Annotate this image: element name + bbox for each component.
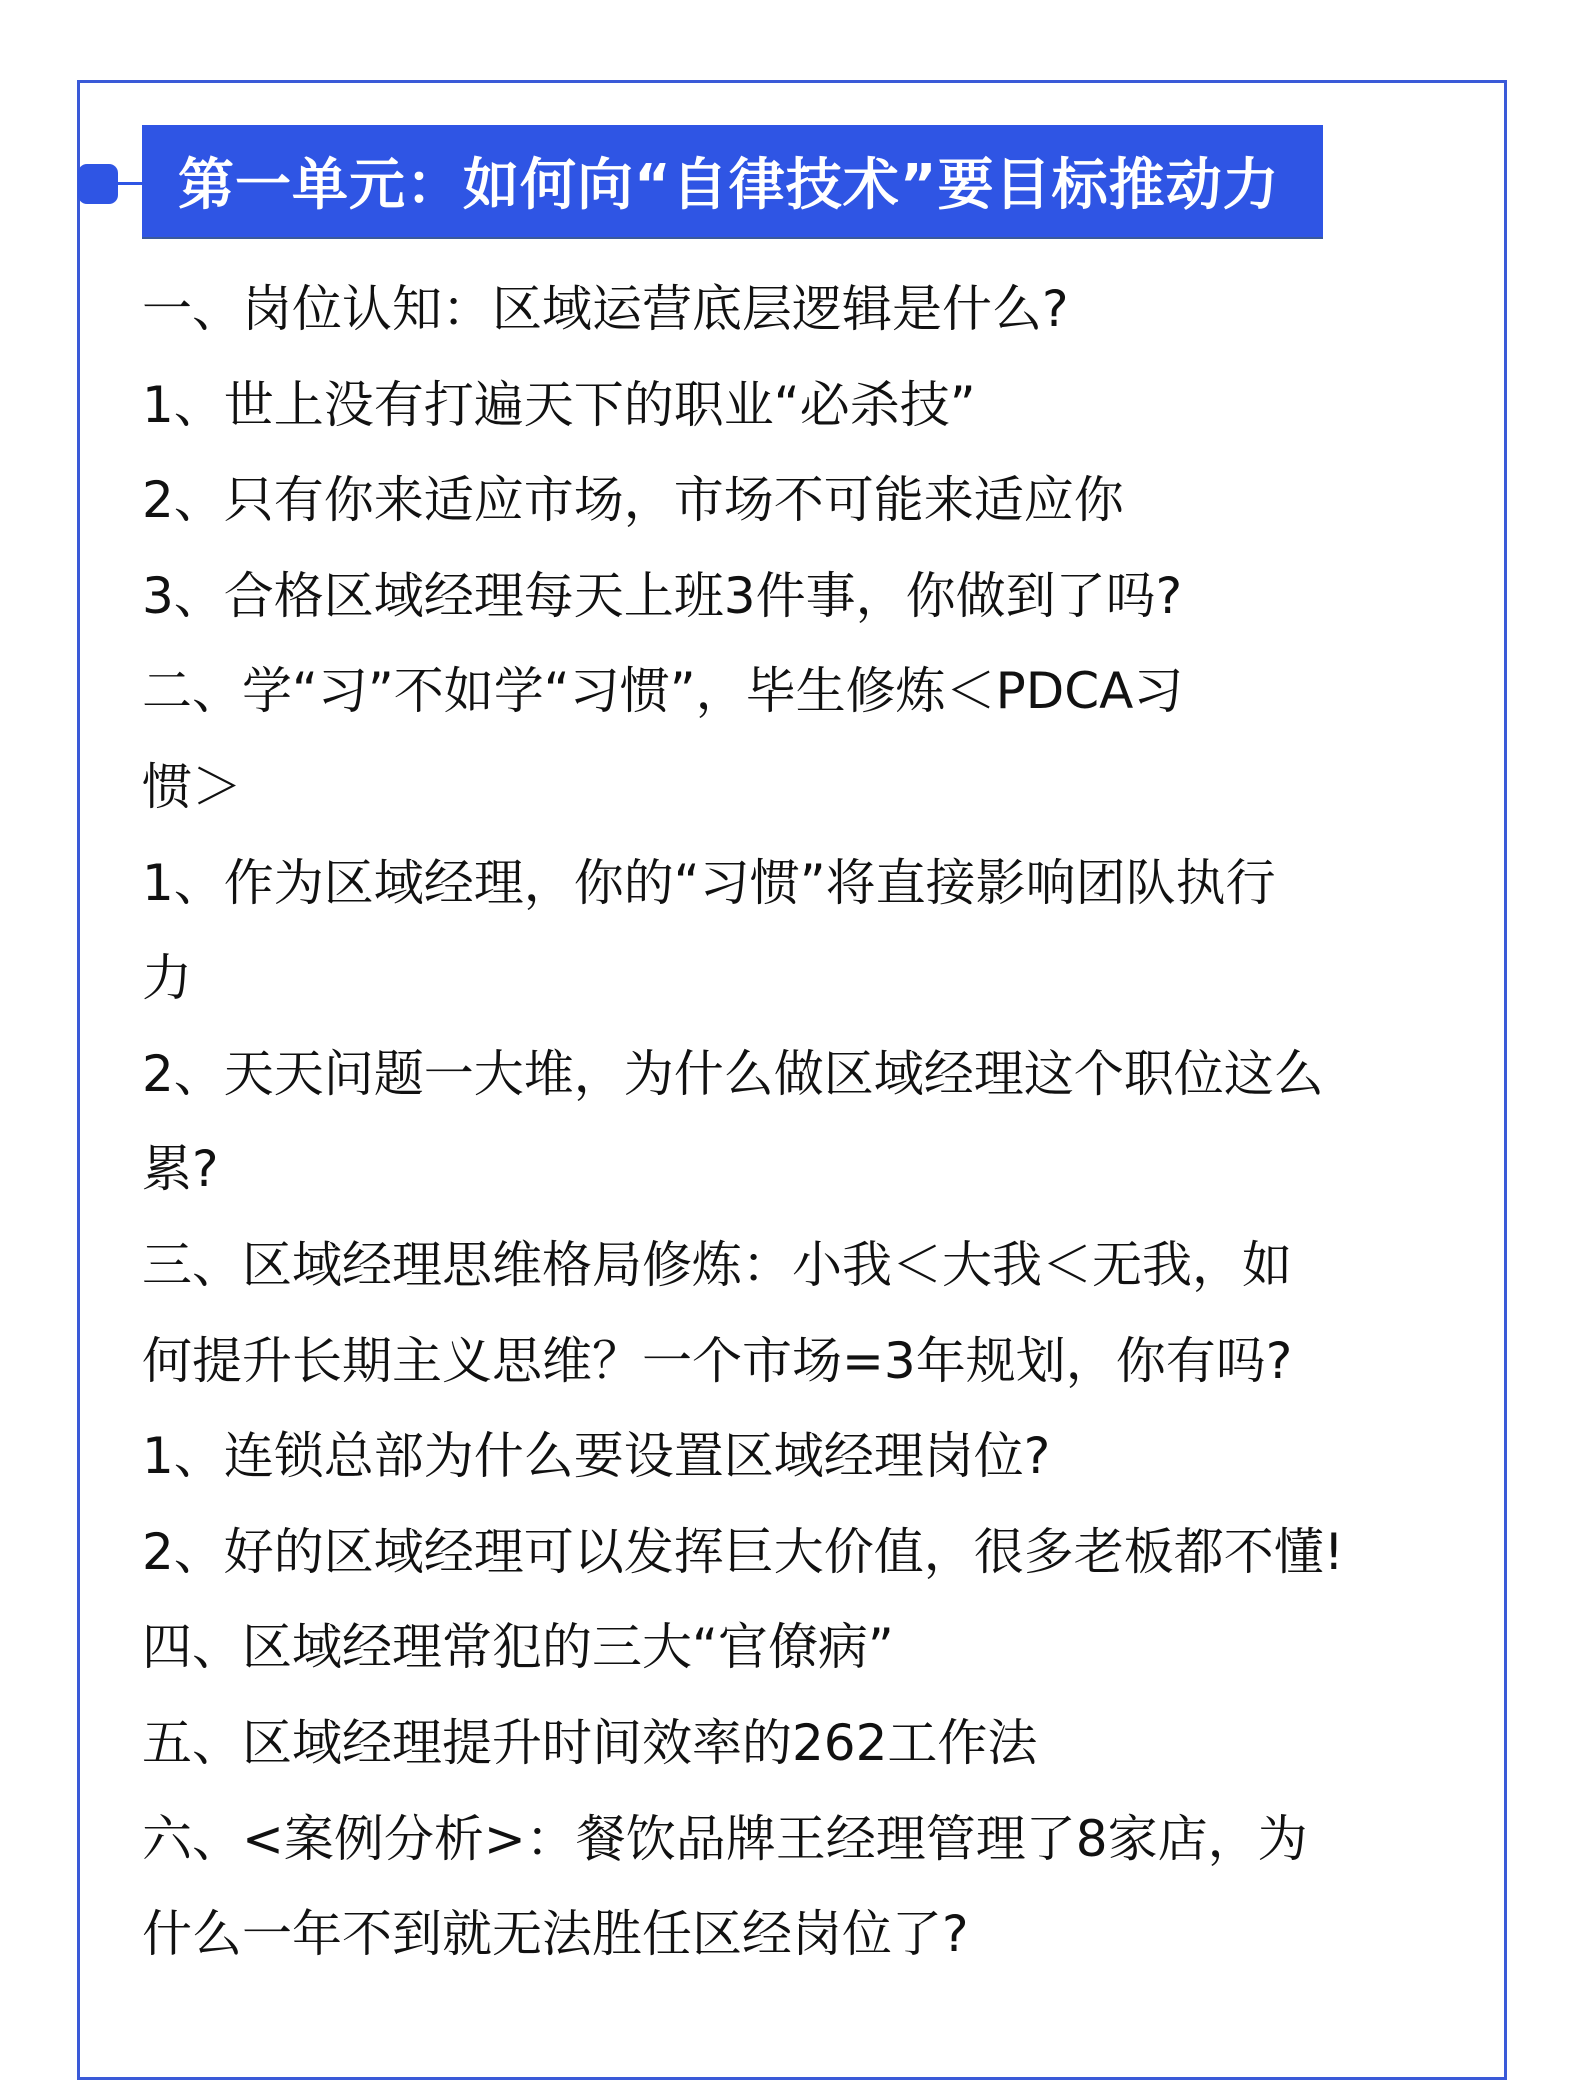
outline-item-line: 1、世上没有打遍天下的职业“必杀技” <box>142 375 976 434</box>
outline-item <box>142 1409 1442 1505</box>
marker-connector <box>116 182 144 185</box>
outline-item <box>142 1505 1442 1601</box>
outline-item-line: 3、合格区域经理每天上班3件事，你做到了吗? <box>142 566 1183 625</box>
outline-item-line: 2、好的区域经理可以发挥巨大价值，很多老板都不懂! <box>142 1522 1344 1581</box>
outline-item-line: 五、区域经理提升时间效率的262工作法 <box>142 1713 1038 1772</box>
section-marker-icon <box>78 164 118 204</box>
outline-item <box>142 1696 1442 1792</box>
outline-item-line: 六、<案例分析>：餐饮品牌王经理管理了8家店，为 <box>142 1809 1308 1868</box>
outline-item <box>142 1600 1442 1696</box>
outline-item <box>142 1792 1442 1983</box>
outline-item <box>142 549 1442 645</box>
outline-item-line: 2、天天问题一大堆，为什么做区域经理这个职位这么 <box>142 1044 1324 1103</box>
outline-item <box>142 644 1442 835</box>
outline-item-line: 四、区域经理常犯的三大“官僚病” <box>142 1618 894 1677</box>
outline-item-line: 什么一年不到就无法胜任区经岗位了? <box>142 1905 969 1964</box>
unit-header-banner <box>142 125 1323 239</box>
outline-item-line: 2、只有你来适应市场，市场不可能来适应你 <box>142 471 1124 530</box>
outline-list <box>142 262 1442 1983</box>
outline-item-line: 何提升长期主义思维？一个市场=3年规划，你有吗? <box>142 1331 1293 1390</box>
outline-item <box>142 1218 1442 1409</box>
outline-item <box>142 453 1442 549</box>
outline-item-line: 累? <box>142 1140 219 1199</box>
outline-item-line: 惯＞ <box>142 757 242 816</box>
outline-item <box>142 836 1442 1027</box>
outline-item-line: 1、连锁总部为什么要设置区域经理岗位? <box>142 1427 1051 1486</box>
unit-title: 第一单元：如何向“自律技术”要目标推动力 <box>178 153 1280 218</box>
outline-item-line: 1、作为区域经理，你的“习惯”将直接影响团队执行 <box>142 853 1276 912</box>
outline-item <box>142 358 1442 454</box>
outline-item-line: 三、区域经理思维格局修炼：小我＜大我＜无我，如 <box>142 1235 1292 1294</box>
outline-item-line: 力 <box>142 949 192 1008</box>
outline-item-line: 二、学“习”不如学“习惯”，毕生修炼＜PDCA习 <box>142 662 1184 721</box>
outline-item <box>142 1027 1442 1218</box>
outline-item-line: 一、岗位认知：区域运营底层逻辑是什么? <box>142 280 1069 338</box>
outline-item <box>142 262 1442 358</box>
